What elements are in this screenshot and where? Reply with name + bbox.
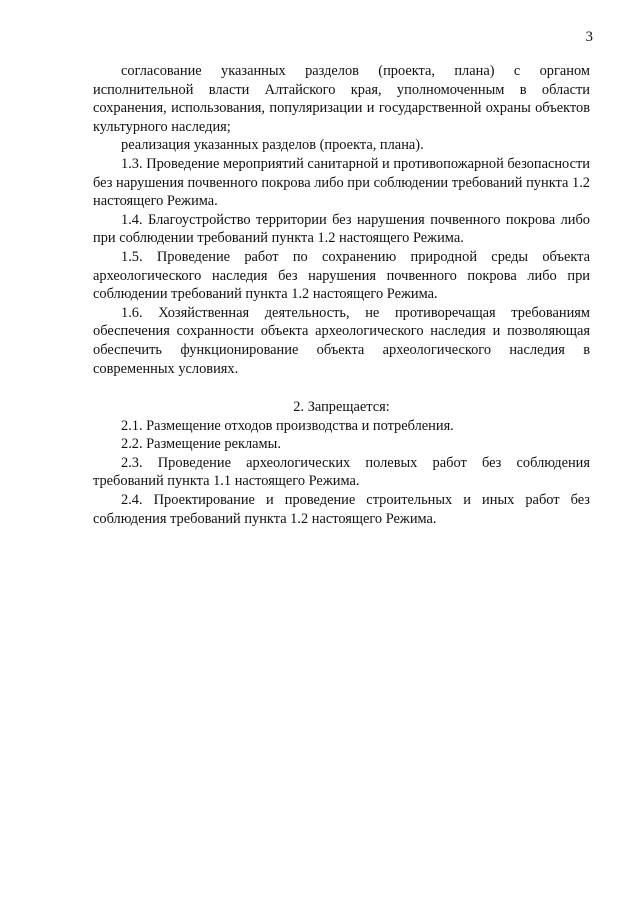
- paragraph-item-1-5: 1.5. Проведение работ по сохранению природной среды объекта археологического наследия без нарушения почвенного покрова либо при соблюдении требований пункта 1.2 настоящего Режима.: [93, 248, 590, 303]
- paragraph-item-2-4: 2.4. Проектирование и проведение строительных и иных работ без соблюдения требований пункта 1.2 настоящего Режима.: [93, 492, 590, 527]
- paragraph-item-1-4: 1.4. Благоустройство территории без нарушения почвенного покрова либо при соблюдении требований пункта 1.2 настоящего Режима.: [93, 211, 590, 247]
- paragraph-continuation: согласование указанных разделов (проекта, плана) с органом исполнительной власти Алтайского края, уполномоченным в области сохранения, использования, популяризации и государственной охраны объектов культурного наследия;: [93, 63, 590, 135]
- paragraph-item-2-2: 2.2. Размещение рекламы.: [121, 436, 281, 453]
- section-title-prohibited: 2. Запрещается:: [293, 399, 390, 416]
- paragraph-item-1-6: 1.6. Хозяйственная деятельность, не противоречащая требованиям обеспечения сохранности объекта археологического наследия и позволяющая обеспечить функционирование объекта археологического наследия в современных условиях.: [93, 304, 590, 377]
- paragraph-item-1-3: 1.3. Проведение мероприятий санитарной и противопожарной безопасности без нарушения почвенного покрова либо при соблюдении требований пункта 1.2 настоящего Режима.: [93, 155, 590, 210]
- paragraph-item-2-3: 2.3. Проведение археологических полевых работ без соблюдения требований пункта 1.1 настоящего Режима.: [93, 454, 590, 490]
- paragraph-item: реализация указанных разделов (проекта, плана).: [121, 137, 424, 154]
- page-number: 3: [585, 29, 593, 45]
- paragraph-item-2-1: 2.1. Размещение отходов производства и потребления.: [121, 417, 454, 434]
- document-body: [93, 62, 590, 528]
